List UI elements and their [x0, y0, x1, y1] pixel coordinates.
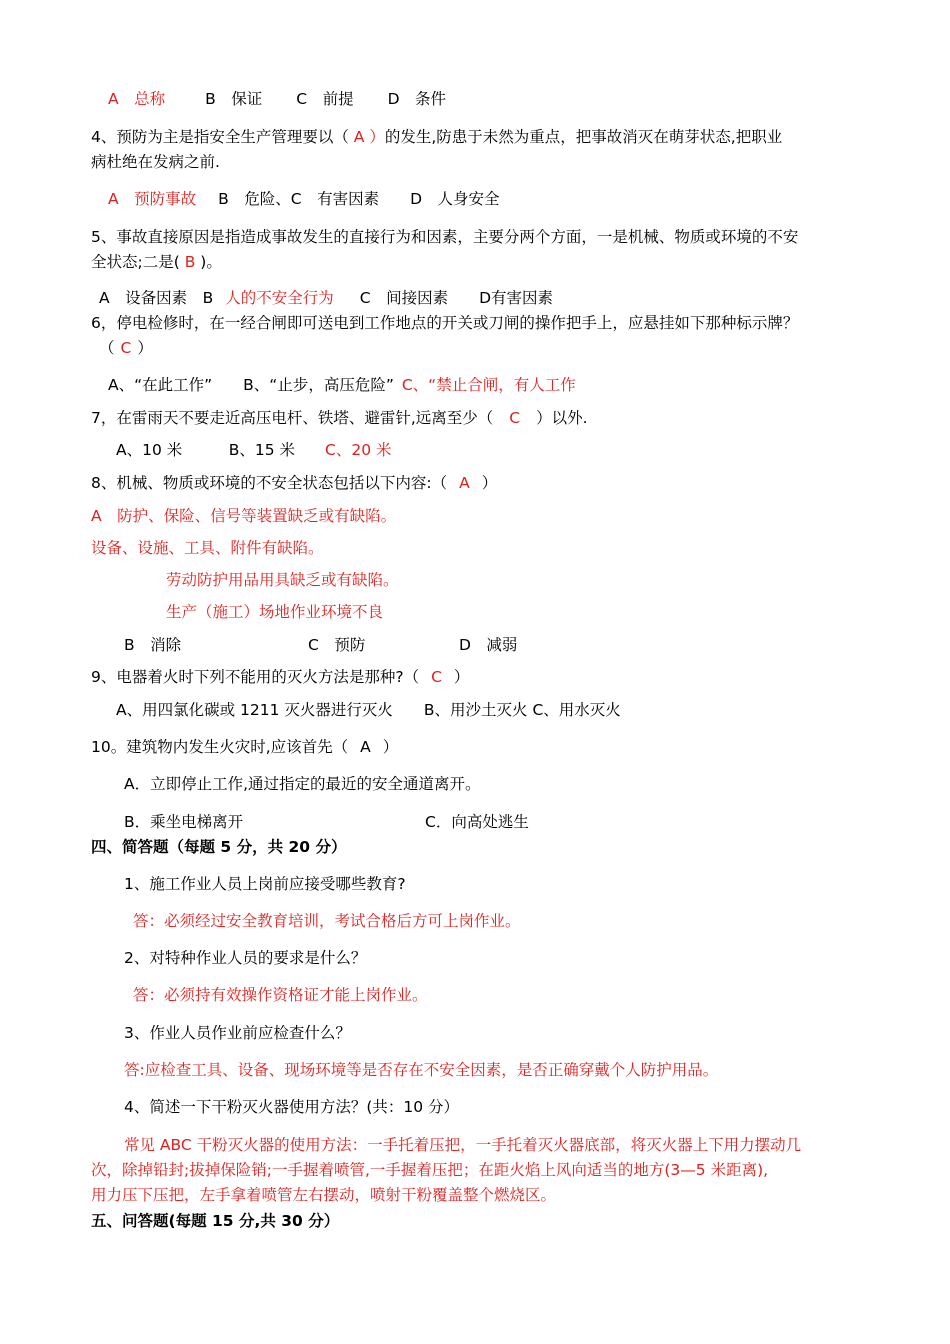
- q5-option-a: A 设备因素 B: [99, 289, 214, 307]
- q7-answer: C: [509, 409, 521, 427]
- q3-option-b: B 保证: [205, 90, 263, 108]
- q6-options: [108, 374, 576, 396]
- q5-answer: B: [179, 253, 201, 271]
- section4-a1: 答：必须经过安全教育培训，考试合格后方可上岗作业。: [133, 912, 521, 930]
- q8-answer: A: [459, 474, 470, 492]
- q10-option-b: B．乘坐电梯离开: [124, 813, 244, 831]
- q8-option-a-line3: 劳动防护用品用具缺乏或有缺陷。: [166, 571, 399, 589]
- q9-options: A、用四氯化碳或 1211 灭火器进行灭火 B、用沙土灭火 C、用水灭火: [116, 701, 621, 719]
- q4-option-a: A 预防事故: [108, 190, 197, 208]
- q5-option-b: 人的不安全行为: [225, 289, 334, 307]
- q7-options-ab: A、10 米 B、15 米: [116, 441, 296, 459]
- q4-options-rest: B 危险、C 有害因素 D 人身安全: [218, 190, 500, 208]
- q4-question-line2: 病杜绝在发病之前.: [91, 153, 220, 171]
- section4-a4-line1: 常见 ABC 干粉灭火器的使用方法：一手托着压把，一手托着灭火器底部，将灭火器上下用力摆动几: [124, 1136, 802, 1154]
- q4-question-line1: 4、预防为主是指安全生产管理要以（ A ）的发生,防患于未然为重点，把事故消灭在萌芽状态,把职业: [91, 128, 783, 146]
- q3-option-a: A 总称: [108, 90, 166, 108]
- q8-question: 8、机械、物质或环境的不安全状态包括以下内容:（ A ）: [91, 474, 498, 492]
- q8-option-a-line1: A 防护、保险、信号等装置缺乏或有缺陷。: [91, 507, 397, 525]
- section4-a2: 答：必须持有效操作资格证才能上岗作业。: [133, 986, 428, 1004]
- q4-answer: A ）: [348, 128, 385, 146]
- section4-q2: 2、对特种作业人员的要求是什么？: [124, 949, 367, 967]
- q10-option-a: A．立即停止工作,通过指定的最近的安全通道离开。: [124, 775, 481, 793]
- q10-option-c: C．向高处逃生: [425, 813, 529, 831]
- q7-option-c: C、20 米: [325, 441, 392, 459]
- section5-heading: 五、问答题(每题 15 分,共 30 分）: [91, 1212, 340, 1230]
- q8-option-c: C 预防: [308, 636, 366, 654]
- q6-answer: C: [120, 339, 132, 357]
- q10-question: 10。建筑物内发生火灾时,应该首先（ A ）: [91, 738, 399, 756]
- section4-q4: 4、简述一下干粉灭火器使用方法？(共：10 分）: [124, 1098, 460, 1116]
- q8-option-d: D 减弱: [459, 636, 518, 654]
- q6-options-ab: A、“在此工作” B、“止步，高压危险”: [108, 376, 394, 394]
- q5-options-rest: C 间接因素 D有害因素: [359, 289, 554, 307]
- section4-a4-line3: 用力压下压把，左手拿着喷管左右摆动，喷射干粉覆盖整个燃烧区。: [91, 1186, 557, 1204]
- q9-answer: C: [431, 668, 442, 686]
- q3-option-c: C 前提: [296, 90, 354, 108]
- q8-option-b: B 消除: [124, 636, 182, 654]
- q5-question-line1: 5、事故直接原因是指造成事故发生的直接行为和因素，主要分两个方面，一是机械、物质或环境的不安: [91, 228, 799, 246]
- section4-heading: 四、简答题（每题 5 分，共 20 分）: [91, 838, 347, 856]
- q6-question-line2: （ C ）: [99, 339, 153, 357]
- section4-q1: 1、施工作业人员上岗前应接受哪些教育?: [124, 875, 406, 893]
- q6-option-c: C、“禁止合闸，有人工作: [401, 376, 576, 394]
- q8-option-a-line2: 设备、设施、工具、附件有缺陷。: [91, 539, 324, 557]
- q8-option-a-line4: 生产（施工）场地作业环境不良: [166, 603, 384, 621]
- q5-options: [99, 287, 553, 309]
- q7-question: 7，在雷雨天不要走近高压电杆、铁塔、避雷针,远离至少（ C ）以外.: [91, 409, 588, 427]
- q3-option-d: D 条件: [387, 90, 447, 108]
- q4-options: [108, 188, 500, 210]
- q6-question-line1: 6，停电检修时，在一经合闸即可送电到工作地点的开关或刀闸的操作把手上，应悬挂如下那种标示牌？: [91, 314, 799, 332]
- q10-answer: A: [360, 738, 371, 756]
- q5-question-line2: 全状态;二是( B )。: [91, 253, 222, 271]
- q3-options: [108, 88, 446, 110]
- q9-question: 9、电器着火时下列不能用的灭火方法是那种?（ C ）: [91, 668, 470, 686]
- section4-a3: 答:应检查工具、设备、现场环境等是否存在不安全因素，是否正确穿戴个人防护用品。: [124, 1061, 719, 1079]
- section4-q3: 3、作业人员作业前应检查什么？: [124, 1024, 351, 1042]
- q7-options: [116, 439, 392, 461]
- section4-a4-line2: 次，除掉铅封;拔掉保险销;一手握着喷管,一手握着压把；在距火焰上风向适当的地方(3—5 米距离),: [91, 1161, 769, 1179]
